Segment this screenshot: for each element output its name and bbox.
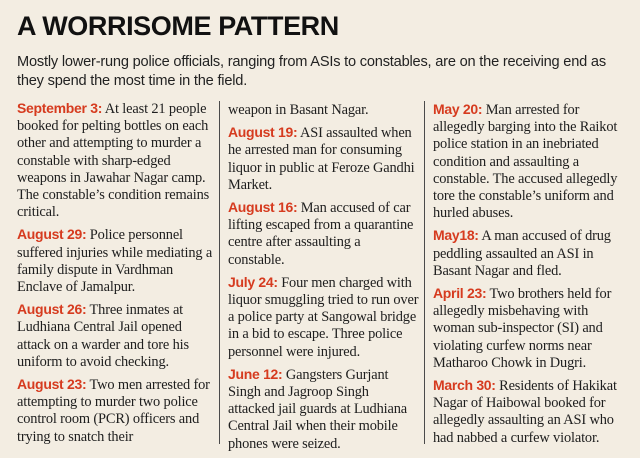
incident-text: A man accused of drug peddling assaulted an ASI in Basant Nagar and fled. — [433, 228, 611, 279]
incident-date: June 12: — [228, 365, 283, 382]
incident-text: Man accused of car lifting escaped from a quarantine centre after assaulting a constable. — [228, 200, 414, 268]
column-2 — [228, 101, 419, 458]
column-divider — [424, 101, 425, 444]
incident-text: Two brothers held for allegedly misbehaving with woman sub-inspector (SI) and violating curfew norms near Matharoo Chowk in Dugri. — [433, 286, 612, 371]
incident-entry — [17, 376, 213, 446]
incident-entry — [433, 285, 631, 372]
column-divider — [219, 101, 220, 444]
incident-entry — [433, 377, 631, 447]
incident-entry — [228, 366, 419, 453]
incident-date: August 23: — [17, 376, 87, 393]
incident-entry — [17, 100, 213, 221]
incident-date: August 29: — [17, 226, 87, 243]
incident-date: August 26: — [17, 301, 87, 318]
incident-entry — [228, 124, 419, 194]
incident-text: Four men charged with liquor smuggling tried to run over a police party at Sangowal bridge in a bid to escape. Three police personnel were injured. — [228, 274, 419, 360]
incident-entry — [433, 101, 631, 222]
incident-date: May 20: — [433, 101, 483, 117]
incident-entry-continued — [228, 101, 419, 119]
incident-text: weapon in Basant Nagar. — [228, 102, 369, 118]
subtitle: Mostly lower-rung police officials, ranging from ASIs to constables, are on the receiving end as they spend the most time in the field. — [17, 54, 606, 89]
incident-text: Man arrested for allegedly barging into the Raikot police station in an inebriated condition and assaulting a constable. The accused allegedly tore the constable’s uniform and hurled abuses. — [433, 102, 618, 222]
incident-date: March 30: — [433, 377, 496, 394]
incident-entry — [17, 301, 213, 371]
incident-date: July 24: — [228, 273, 278, 290]
column-3 — [433, 101, 631, 452]
incident-text: Three inmates at Ludhiana Central Jail opened attack on a warder and tore his uniform to avoid checking. — [17, 302, 189, 370]
incident-text: Gangsters Gurjant Singh and Jagroop Singh attacked jail guards at Ludhiana Central Jail when their mobile phones were seized. — [228, 366, 408, 452]
incident-text: Police personnel suffered injuries while mediating a family dispute in Vardhman Enclave of Jamalpur. — [17, 227, 213, 296]
incident-text: Residents of Hakikat Nagar of Haibowal booked for allegedly assaulting an ASI who had nabbed a curfew violator. — [433, 378, 617, 446]
incident-date: September 3: — [17, 100, 103, 116]
incident-date: April 23: — [433, 285, 487, 302]
incident-entry — [228, 199, 419, 269]
incident-text: Two men arrested for attempting to murder two police control room (PCR) officers and trying to snatch their — [17, 377, 210, 445]
incident-text: At least 21 people booked for pelting bottles on each other and attempting to murder a constable with sharp-edged weapons in Jawahar Nagar camp. The constable’s condition remains critical. — [17, 101, 210, 221]
incident-entry — [17, 226, 213, 296]
incident-date: August 19: — [228, 124, 298, 141]
incident-entry — [433, 227, 631, 280]
incident-text: ASI assaulted when he arrested man for consuming liquor in public at Feroze Gandhi Market. — [228, 125, 415, 193]
column-1 — [17, 100, 213, 451]
page-title: A WORRISOME PATTERN — [17, 11, 339, 41]
incident-date: May18: — [433, 227, 479, 244]
incident-date: August 16: — [228, 199, 298, 216]
incident-entry — [228, 274, 419, 361]
